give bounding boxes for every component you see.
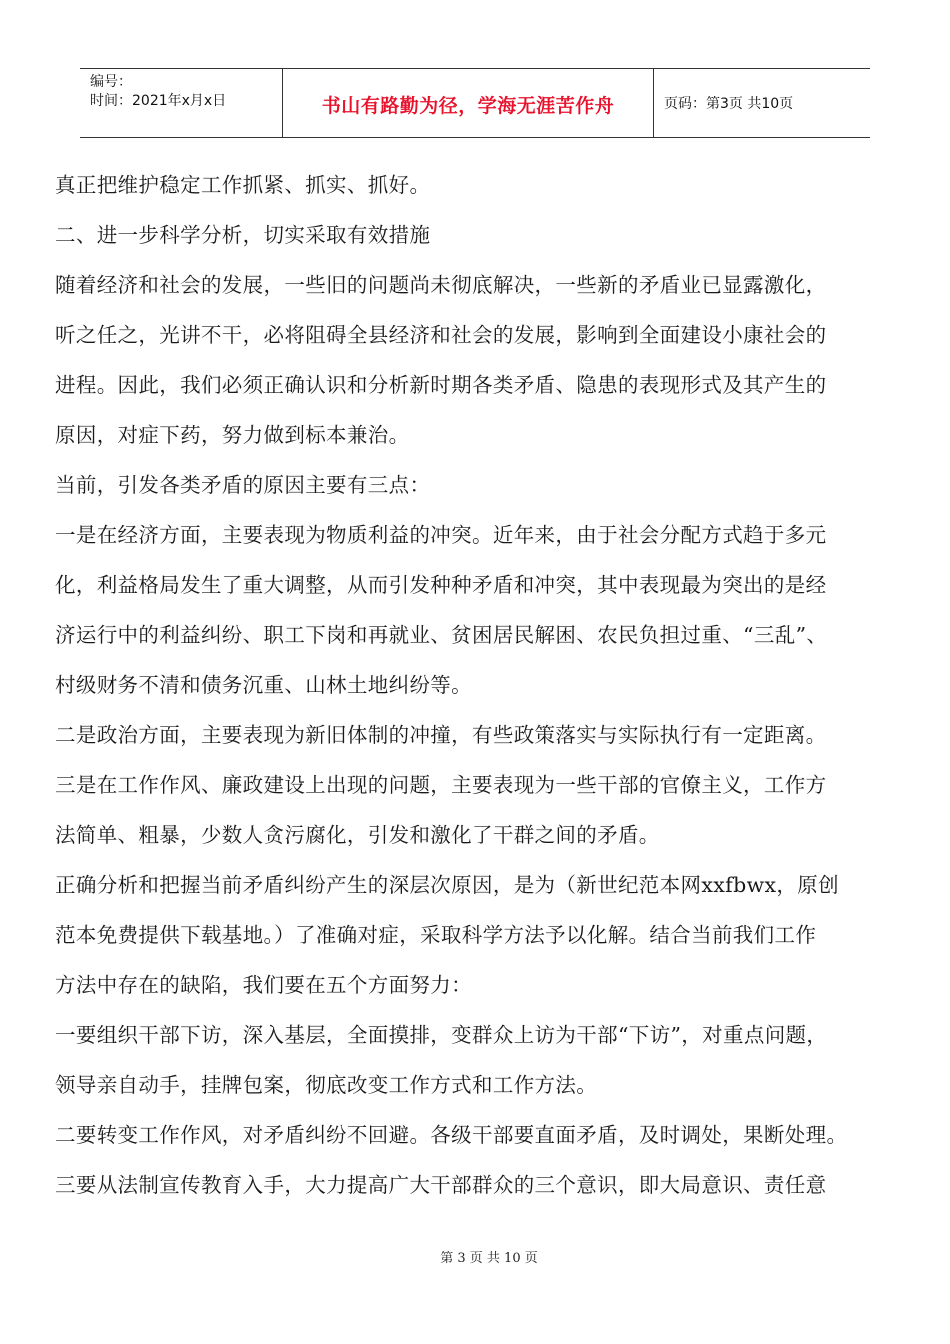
header-page-info: 页码：第3页 共10页 xyxy=(664,96,794,112)
section-heading: 二、进一步科学分析，切实采取有效措施 xyxy=(55,223,431,247)
number-label: 编号： xyxy=(90,74,132,90)
body-line: 范本免费提供下载基地。）了准确对症，采取科学方法予以化解。结合当前我们工作 xyxy=(55,923,817,947)
body-line: 随着经济和社会的发展，一些旧的问题尚未彻底解决，一些新的矛盾业已显露激化， xyxy=(55,273,827,297)
page-footer: 第 3 页 共 10 页 xyxy=(440,1251,538,1266)
body-line: 三要从法制宣传教育入手，大力提高广大干部群众的三个意识，即大局意识、责任意 xyxy=(55,1173,827,1197)
body-line: 一是在经济方面，主要表现为物质利益的冲突。近年来，由于社会分配方式趋于多元 xyxy=(55,523,827,547)
document-body xyxy=(55,160,903,1210)
body-line: 原因，对症下药，努力做到标本兼治。 xyxy=(55,423,410,447)
header-motto: 书山有路勤为径，学海无涯苦作舟 xyxy=(321,95,615,117)
body-line: 听之任之，光讲不干，必将阻碍全县经济和社会的发展，影响到全面建设小康社会的 xyxy=(55,323,827,347)
header-meta xyxy=(90,73,226,111)
body-line: 真正把维护稳定工作抓紧、抓实、抓好。 xyxy=(55,173,431,197)
body-line: 济运行中的利益纠纷、职工下岗和再就业、贫困居民解困、农民负担过重、“三乱”、 xyxy=(55,623,828,647)
body-line: 化，利益格局发生了重大调整，从而引发种种矛盾和冲突，其中表现最为突出的是经 xyxy=(55,573,827,597)
body-line: 正确分析和把握当前矛盾纠纷产生的深层次原因，是为（新世纪范本网xxfbwx，原创 xyxy=(55,873,839,897)
body-line: 领导亲自动手，挂牌包案，彻底改变工作方式和工作方法。 xyxy=(55,1073,598,1097)
body-line: 法简单、粗暴，少数人贪污腐化，引发和激化了干群之间的矛盾。 xyxy=(55,823,660,847)
body-line: 方法中存在的缺陷，我们要在五个方面努力： xyxy=(55,973,472,997)
time-label: 时间：2021年x月x日 xyxy=(90,93,227,109)
page-header xyxy=(80,68,870,138)
body-line: 二要转变工作作风，对矛盾纠纷不回避。各级干部要直面矛盾，及时调处，果断处理。 xyxy=(55,1123,848,1147)
body-line: 一要组织干部下访，深入基层，全面摸排，变群众上访为干部“下访”，对重点问题， xyxy=(55,1023,828,1047)
header-divider-right xyxy=(653,69,654,137)
body-line: 三是在工作作风、廉政建设上出现的问题，主要表现为一些干部的官僚主义，工作方 xyxy=(55,773,827,797)
body-line: 当前，引发各类矛盾的原因主要有三点： xyxy=(55,473,431,497)
body-line: 二是政治方面，主要表现为新旧体制的冲撞，有些政策落实与实际执行有一定距离。 xyxy=(55,723,827,747)
body-line: 进程。因此，我们必须正确认识和分析新时期各类矛盾、隐患的表现形式及其产生的 xyxy=(55,373,827,397)
body-line: 村级财务不清和债务沉重、山林土地纠纷等。 xyxy=(55,673,472,697)
